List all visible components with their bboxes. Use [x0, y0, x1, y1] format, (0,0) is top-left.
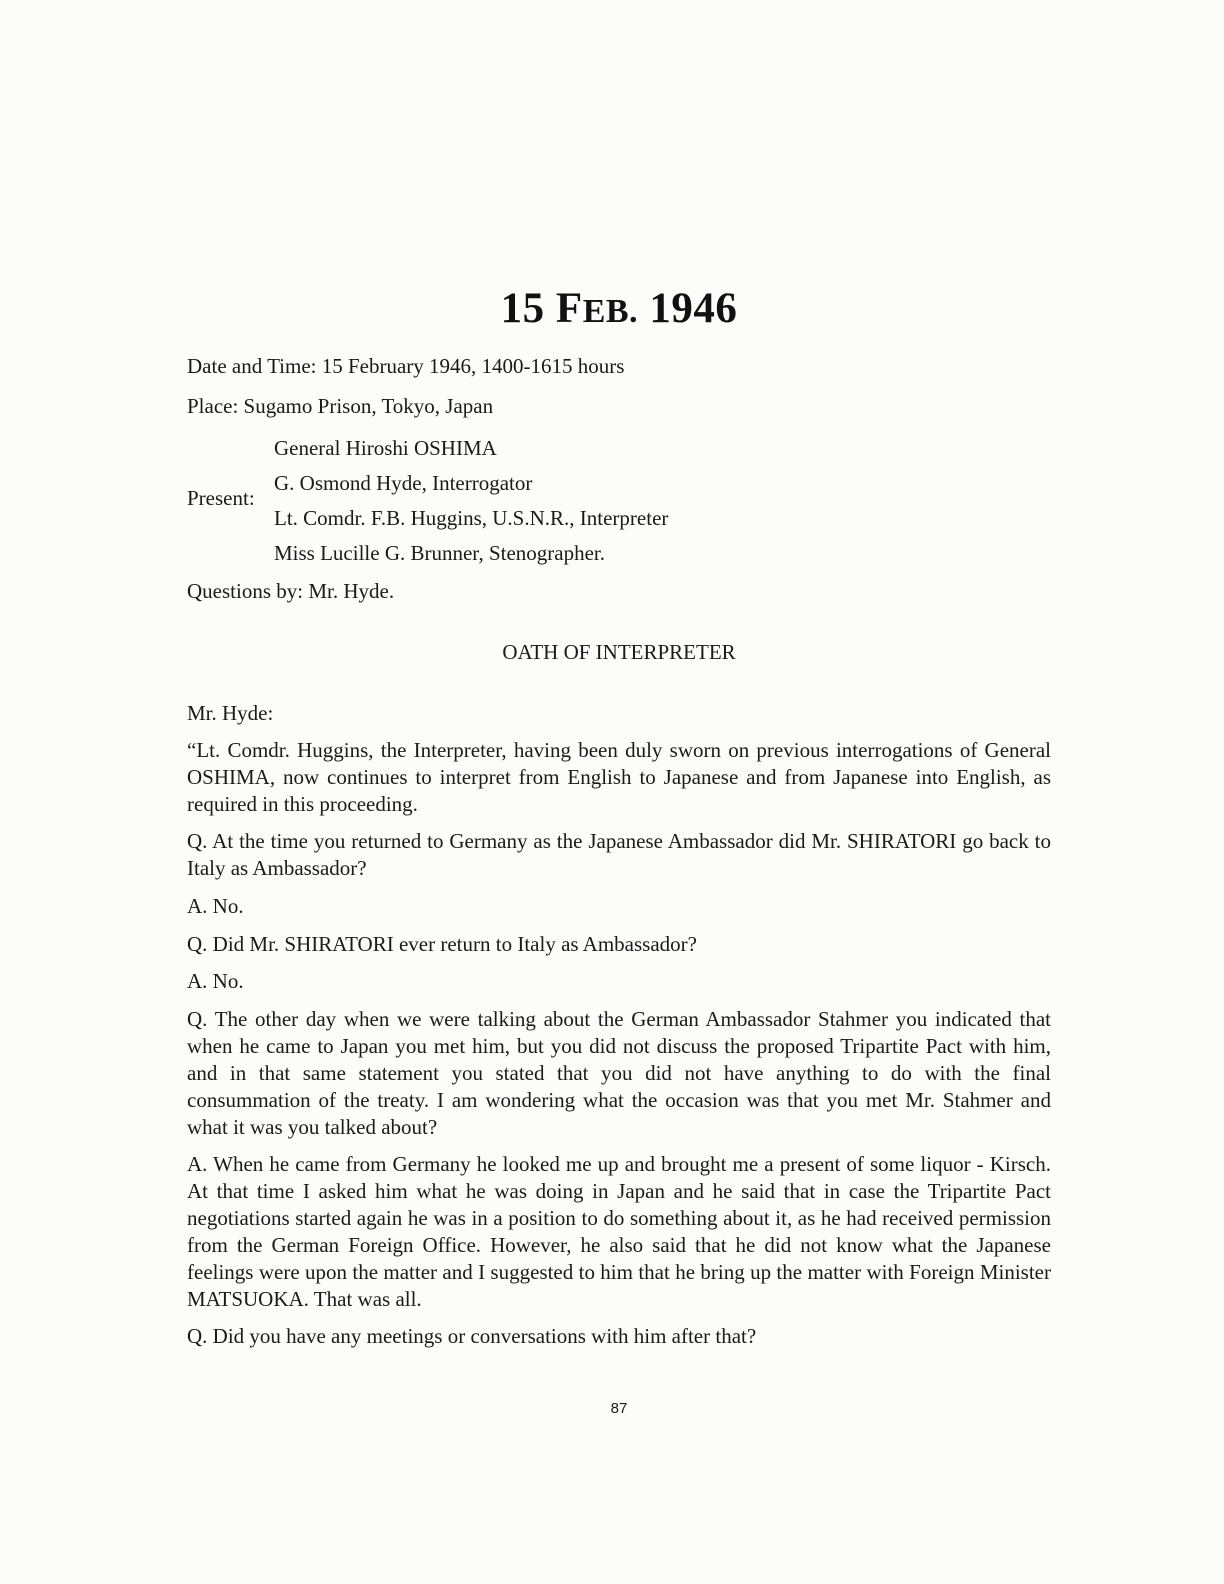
section-heading: OATH OF INTERPRETER	[502, 640, 736, 664]
title-month-rest: EB.	[582, 293, 639, 330]
present-item: General Hiroshi OSHIMA	[274, 436, 497, 460]
title-month-initial: F	[555, 285, 583, 332]
answer-paragraph: A. No.	[187, 969, 244, 993]
page-title	[187, 284, 1051, 333]
question-paragraph: Q. At the time you returned to Germany as the Japanese Ambassador did Mr. SHIRATORI go back to Italy as Ambassador?	[187, 829, 1051, 880]
present-item: G. Osmond Hyde, Interrogator	[274, 471, 533, 495]
oath-paragraph: “Lt. Comdr. Huggins, the Interpreter, having been duly sworn on previous interrogations of General OSHIMA, now continues to interpret from English to Japanese and from Japanese into English, as required in this proceeding.	[187, 738, 1051, 816]
page-number: 87	[610, 1400, 628, 1417]
answer-paragraph: A. When he came from Germany he looked me up and brought me a present of some liquor - Kirsch. At that time I asked him what he was doing in Japan and he said that in case the Tripartite Pact negotiations started again he was in a position to do something about it, as he had received permission from the German Foreign Office. However, he also said that he did not know what the Japanese feelings were upon the matter and I suggested to him that he bring up the matter with Foreign Minister MATSUOKA. That was all.	[187, 1152, 1051, 1311]
answer-paragraph: A. No.	[187, 894, 244, 918]
title-day: 15	[500, 285, 545, 332]
speaker-label: Mr. Hyde:	[187, 701, 274, 725]
place-line: Place: Sugamo Prison, Tokyo, Japan	[187, 394, 494, 418]
question-paragraph: Q. Did Mr. SHIRATORI ever return to Italy as Ambassador?	[187, 932, 697, 956]
question-paragraph: Q. Did you have any meetings or conversations with him after that?	[187, 1324, 757, 1348]
present-item: Miss Lucille G. Brunner, Stenographer.	[274, 541, 606, 565]
question-paragraph: Q. The other day when we were talking about the German Ambassador Stahmer you indicated that when he came to Japan you met him, but you did not discuss the proposed Tripartite Pact with him, and in that same statement you stated that you did not have anything to do with the final consummation of the treaty. I am wondering what the occasion was that you met Mr. Stahmer and what it was you talked about?	[187, 1007, 1051, 1139]
title-year: 1946	[649, 285, 738, 332]
present-label: Present:	[187, 486, 255, 510]
questions-by-line: Questions by: Mr. Hyde.	[187, 579, 395, 603]
date-time-line: Date and Time: 15 February 1946, 1400-1615 hours	[187, 354, 625, 378]
present-item: Lt. Comdr. F.B. Huggins, U.S.N.R., Interpreter	[274, 506, 669, 530]
